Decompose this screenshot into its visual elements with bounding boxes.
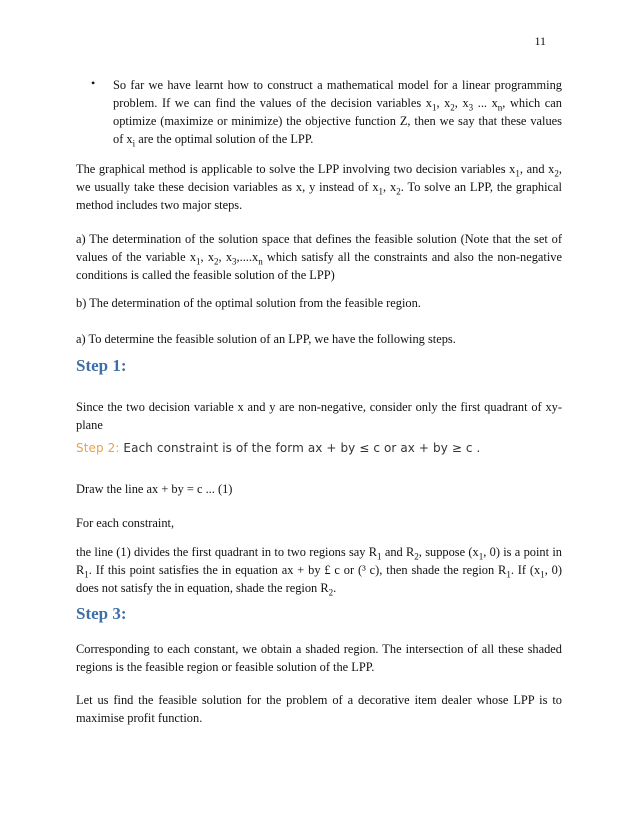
paragraph-solution-space xyxy=(76,230,562,284)
subscript: n xyxy=(258,256,263,267)
text-run: . xyxy=(333,581,337,595)
text-run: , x xyxy=(200,250,215,264)
subscript: 2 xyxy=(414,551,419,562)
subscript: 3 xyxy=(232,256,237,267)
text-run: ,....x xyxy=(236,250,259,264)
subscript: 1 xyxy=(506,569,511,580)
subscript: 2 xyxy=(328,587,334,598)
text-run: The graphical method is applicable to solve the LPP involving two decision variables x xyxy=(76,162,516,176)
paragraph-draw-line: Draw the line ax + by = c ... (1) xyxy=(76,482,233,496)
subscript: 1 xyxy=(84,569,89,580)
text-run: , we usually take these decision variables as x, y instead of x xyxy=(76,162,562,194)
paragraph-decorative-dealer: Let us find the feasible solution for the problem of a decorative item dealer whose LPP is to maximise profit function. xyxy=(76,693,562,725)
text-run: . If (x xyxy=(510,563,541,577)
bullet-icon: • xyxy=(91,76,96,90)
text-run: So far we have learnt how to construct a mathematical model for a linear programming xyxy=(113,78,562,92)
text-run: , x xyxy=(454,96,469,110)
subscript: i xyxy=(132,138,136,149)
paragraph-first-quadrant: Since the two decision variable x and y are non-negative, consider only the first quadrant of xy-plane xyxy=(76,400,562,432)
text-run: a) The determination of the solution space that defines the feasible solution (Note that the set of values of the variable x xyxy=(76,232,562,264)
paragraph-shaded-region: Corresponding to each constant, we obtain a shaded region. The intersection of all these shaded regions is the feasible region or feasible solution of the LPP. xyxy=(76,642,562,674)
paragraph-each-constraint: For each constraint, xyxy=(76,516,175,530)
text-run: . If this point satisfies the in equation ax + by £ c or (³ c), then shade the region R xyxy=(88,563,507,577)
paragraph-steps-intro: a) To determine the feasible solution of an LPP, we have the following steps. xyxy=(76,332,456,346)
text-run: , 0) does not satisfy the in equation, shade the region R xyxy=(76,563,562,595)
subscript: 1 xyxy=(377,551,382,562)
text-run: , x xyxy=(218,250,233,264)
subscript: 3 xyxy=(468,102,474,113)
subscript: 1 xyxy=(378,186,384,197)
text-run: , x xyxy=(436,96,451,110)
step2-line xyxy=(76,441,480,455)
text-run: which satisfy all the constraints and also the non-negative conditions is called the feasible solution of the LPP) xyxy=(76,250,563,282)
step1-heading: Step 1: xyxy=(76,356,127,375)
text-run: the line (1) divides the first quadrant in to two regions say R xyxy=(76,545,378,559)
subscript: 2 xyxy=(214,256,219,267)
text-run: , x xyxy=(383,180,397,194)
subscript: n xyxy=(497,102,503,113)
text-run: , which can optimize (maximize or minimize) the objective function Z, then we say that these values of x xyxy=(113,96,562,146)
text-run: problem. If we can find the values of the decision variables x xyxy=(113,96,432,110)
step2-text: Each constraint is of the form ax + by ≤ c or ax + by ≥ c . xyxy=(119,441,481,455)
text-run: , and x xyxy=(519,162,555,176)
subscript: 2 xyxy=(396,186,401,197)
step2-label: Step 2: xyxy=(76,441,120,455)
subscript: 1 xyxy=(540,569,545,580)
text-run: ... x xyxy=(473,96,498,110)
text-run: . To solve an LPP, the graphical method includes two major steps. xyxy=(76,180,562,212)
paragraph-graphical-method xyxy=(76,160,562,214)
bullet-text xyxy=(113,76,562,148)
subscript: 2 xyxy=(554,168,559,179)
bullet-item xyxy=(91,76,562,148)
step3-heading: Step 3: xyxy=(76,604,127,623)
text-run: and R xyxy=(381,545,415,559)
text-run: are the optimal solution of the LPP. xyxy=(135,132,314,146)
text-run: , 0) is a point in R xyxy=(76,545,562,577)
paragraph-regions xyxy=(76,543,562,597)
subscript: 1 xyxy=(478,551,484,562)
subscript: 1 xyxy=(196,256,201,267)
paragraph-optimal-solution: b) The determination of the optimal solution from the feasible region. xyxy=(76,296,421,310)
text-run: , suppose (x xyxy=(418,545,479,559)
subscript: 1 xyxy=(515,168,520,179)
page-number: 11 xyxy=(534,34,546,48)
subscript: 2 xyxy=(450,102,455,113)
subscript: 1 xyxy=(431,102,437,113)
